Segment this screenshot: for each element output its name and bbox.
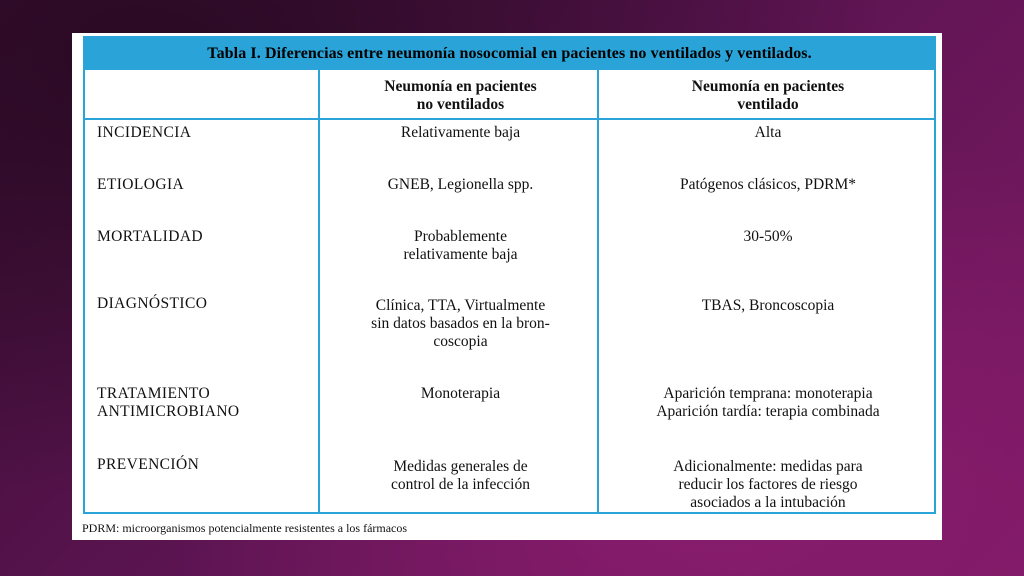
cell-prevencion-ventilados: Adicionalmente: medidas para reducir los factores de riesgo asociados a la intubación	[673, 458, 863, 511]
cell-tratamiento-ventilados: Aparición temprana: monoterapia Aparición tardía: terapia combinada	[656, 385, 880, 420]
cell-mortalidad-ventilados: 30-50%	[743, 228, 793, 245]
header-ventilados: Neumonía en pacientes ventilado	[691, 78, 845, 113]
header-no-ventilados: Neumonía en pacientes no ventilados	[384, 78, 537, 113]
row-label-mortalidad: MORTALIDAD	[97, 228, 204, 245]
cell-incidencia-ventilados: Alta	[754, 124, 782, 141]
cell-prevencion-no-ventilados: Medidas generales de control de la infección	[390, 458, 530, 493]
row-label-diagnostico: DIAGNÓSTICO	[97, 295, 208, 312]
row-label-etiologia: ETIOLOGIA	[97, 176, 185, 193]
row-label-tratamiento: TRATAMIENTO ANTIMICROBIANO	[97, 385, 240, 420]
cell-incidencia-no-ventilados: Relativamente baja	[400, 124, 521, 141]
row-label-incidencia: INCIDENCIA	[97, 124, 192, 141]
slide	[72, 33, 942, 540]
header-divider	[85, 118, 934, 120]
cell-diagnostico-ventilados: TBAS, Broncoscopia	[701, 297, 835, 314]
cell-tratamiento-no-ventilados: Monoterapia	[420, 385, 501, 402]
cell-diagnostico-no-ventilados: Clínica, TTA, Virtualmente sin datos basados en la bron- coscopia	[371, 297, 550, 350]
table-frame	[83, 36, 936, 514]
table-footnote: PDRM: microorganismos potencialmente resistentes a los fármacos	[82, 521, 408, 535]
table-title: Tabla I. Diferencias entre neumonía nosocomial en pacientes no ventilados y ventilados.	[85, 38, 934, 70]
column-divider	[318, 70, 320, 512]
cell-etiologia-ventilados: Patógenos clásicos, PDRM*	[679, 176, 857, 193]
row-label-prevencion: PREVENCIÓN	[97, 456, 200, 473]
cell-etiologia-no-ventilados: GNEB, Legionella spp.	[387, 176, 534, 193]
cell-mortalidad-no-ventilados: Probablemente relativamente baja	[403, 228, 518, 263]
